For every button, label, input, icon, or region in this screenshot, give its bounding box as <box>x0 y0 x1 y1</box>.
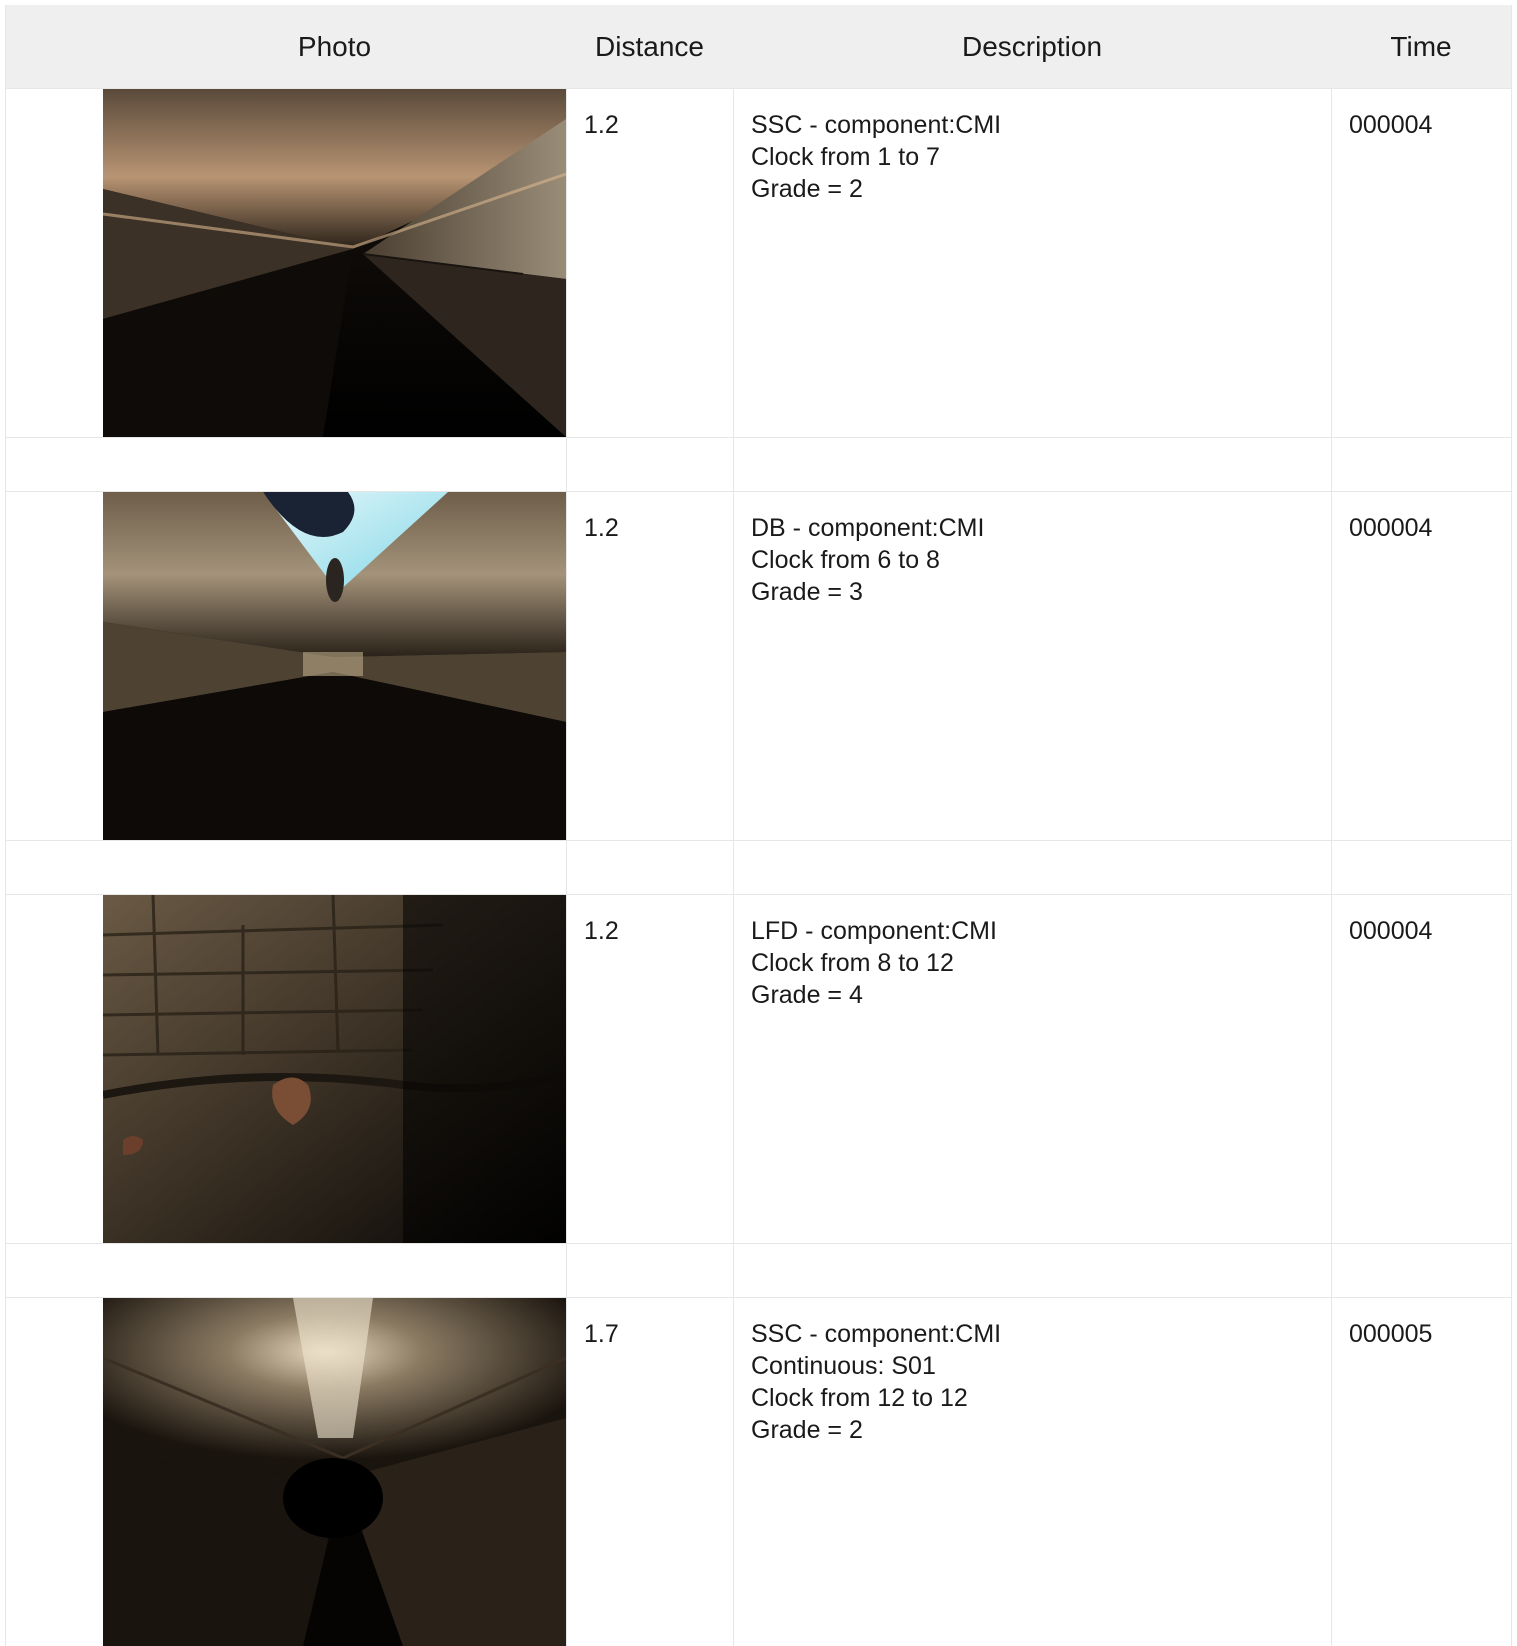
empty-cell <box>1331 841 1511 894</box>
time-cell: 000005 <box>1331 1298 1511 1646</box>
empty-cell <box>733 438 1331 491</box>
empty-cell <box>1331 1244 1511 1297</box>
description-line: DB - component:CMI <box>751 514 985 542</box>
description-line: Grade = 2 <box>751 175 863 203</box>
table-row[interactable] <box>6 88 1511 437</box>
table-row[interactable] <box>6 894 1511 1243</box>
sewer-pipe-photo[interactable] <box>103 1298 566 1646</box>
table-row[interactable] <box>6 1297 1511 1646</box>
photo-cell <box>103 492 566 840</box>
description-line: SSC - component:CMI <box>751 111 1002 139</box>
description-cell <box>733 895 1331 1243</box>
distance-cell: 1.7 <box>566 1298 733 1646</box>
photo-cell <box>103 89 566 437</box>
description-cell <box>733 1298 1331 1646</box>
photo-cell <box>103 895 566 1243</box>
inspection-table <box>5 5 1512 1646</box>
distance-cell: 1.2 <box>566 492 733 840</box>
sewer-pipe-photo[interactable] <box>103 895 566 1243</box>
header-distance[interactable]: Distance <box>595 31 704 62</box>
description-line: Continuous: S01 <box>751 1352 936 1380</box>
description-line: Clock from 1 to 7 <box>751 143 940 171</box>
empty-cell <box>566 438 733 491</box>
empty-cell <box>733 1244 1331 1297</box>
description-line: SSC - component:CMI <box>751 1320 1002 1348</box>
header-time[interactable]: Time <box>1390 31 1452 62</box>
empty-cell <box>566 841 733 894</box>
empty-cell <box>1331 438 1511 491</box>
header-photo[interactable]: Photo <box>297 31 372 62</box>
description-line: LFD - component:CMI <box>751 917 997 945</box>
description-line: Clock from 6 to 8 <box>751 546 940 574</box>
description-line: Grade = 4 <box>751 981 863 1009</box>
row-spacer <box>6 437 1511 491</box>
description-line: Grade = 3 <box>751 578 863 606</box>
time-cell: 000004 <box>1331 492 1511 840</box>
empty-cell <box>566 1244 733 1297</box>
description-line: Grade = 2 <box>751 1416 863 1444</box>
description-cell <box>733 492 1331 840</box>
photo-cell <box>103 1298 566 1646</box>
empty-cell <box>733 841 1331 894</box>
row-spacer <box>6 1243 1511 1297</box>
description-line: Clock from 8 to 12 <box>751 949 954 977</box>
table-row[interactable] <box>6 491 1511 840</box>
sewer-pipe-photo[interactable] <box>103 492 566 840</box>
time-cell: 000004 <box>1331 89 1511 437</box>
time-cell: 000004 <box>1331 895 1511 1243</box>
description-cell <box>733 89 1331 437</box>
table-header <box>6 5 1511 88</box>
distance-cell: 1.2 <box>566 895 733 1243</box>
sewer-pipe-photo[interactable] <box>103 89 566 437</box>
description-line: Clock from 12 to 12 <box>751 1384 968 1412</box>
distance-cell: 1.2 <box>566 89 733 437</box>
row-spacer <box>6 840 1511 894</box>
header-description[interactable]: Description <box>961 31 1103 62</box>
